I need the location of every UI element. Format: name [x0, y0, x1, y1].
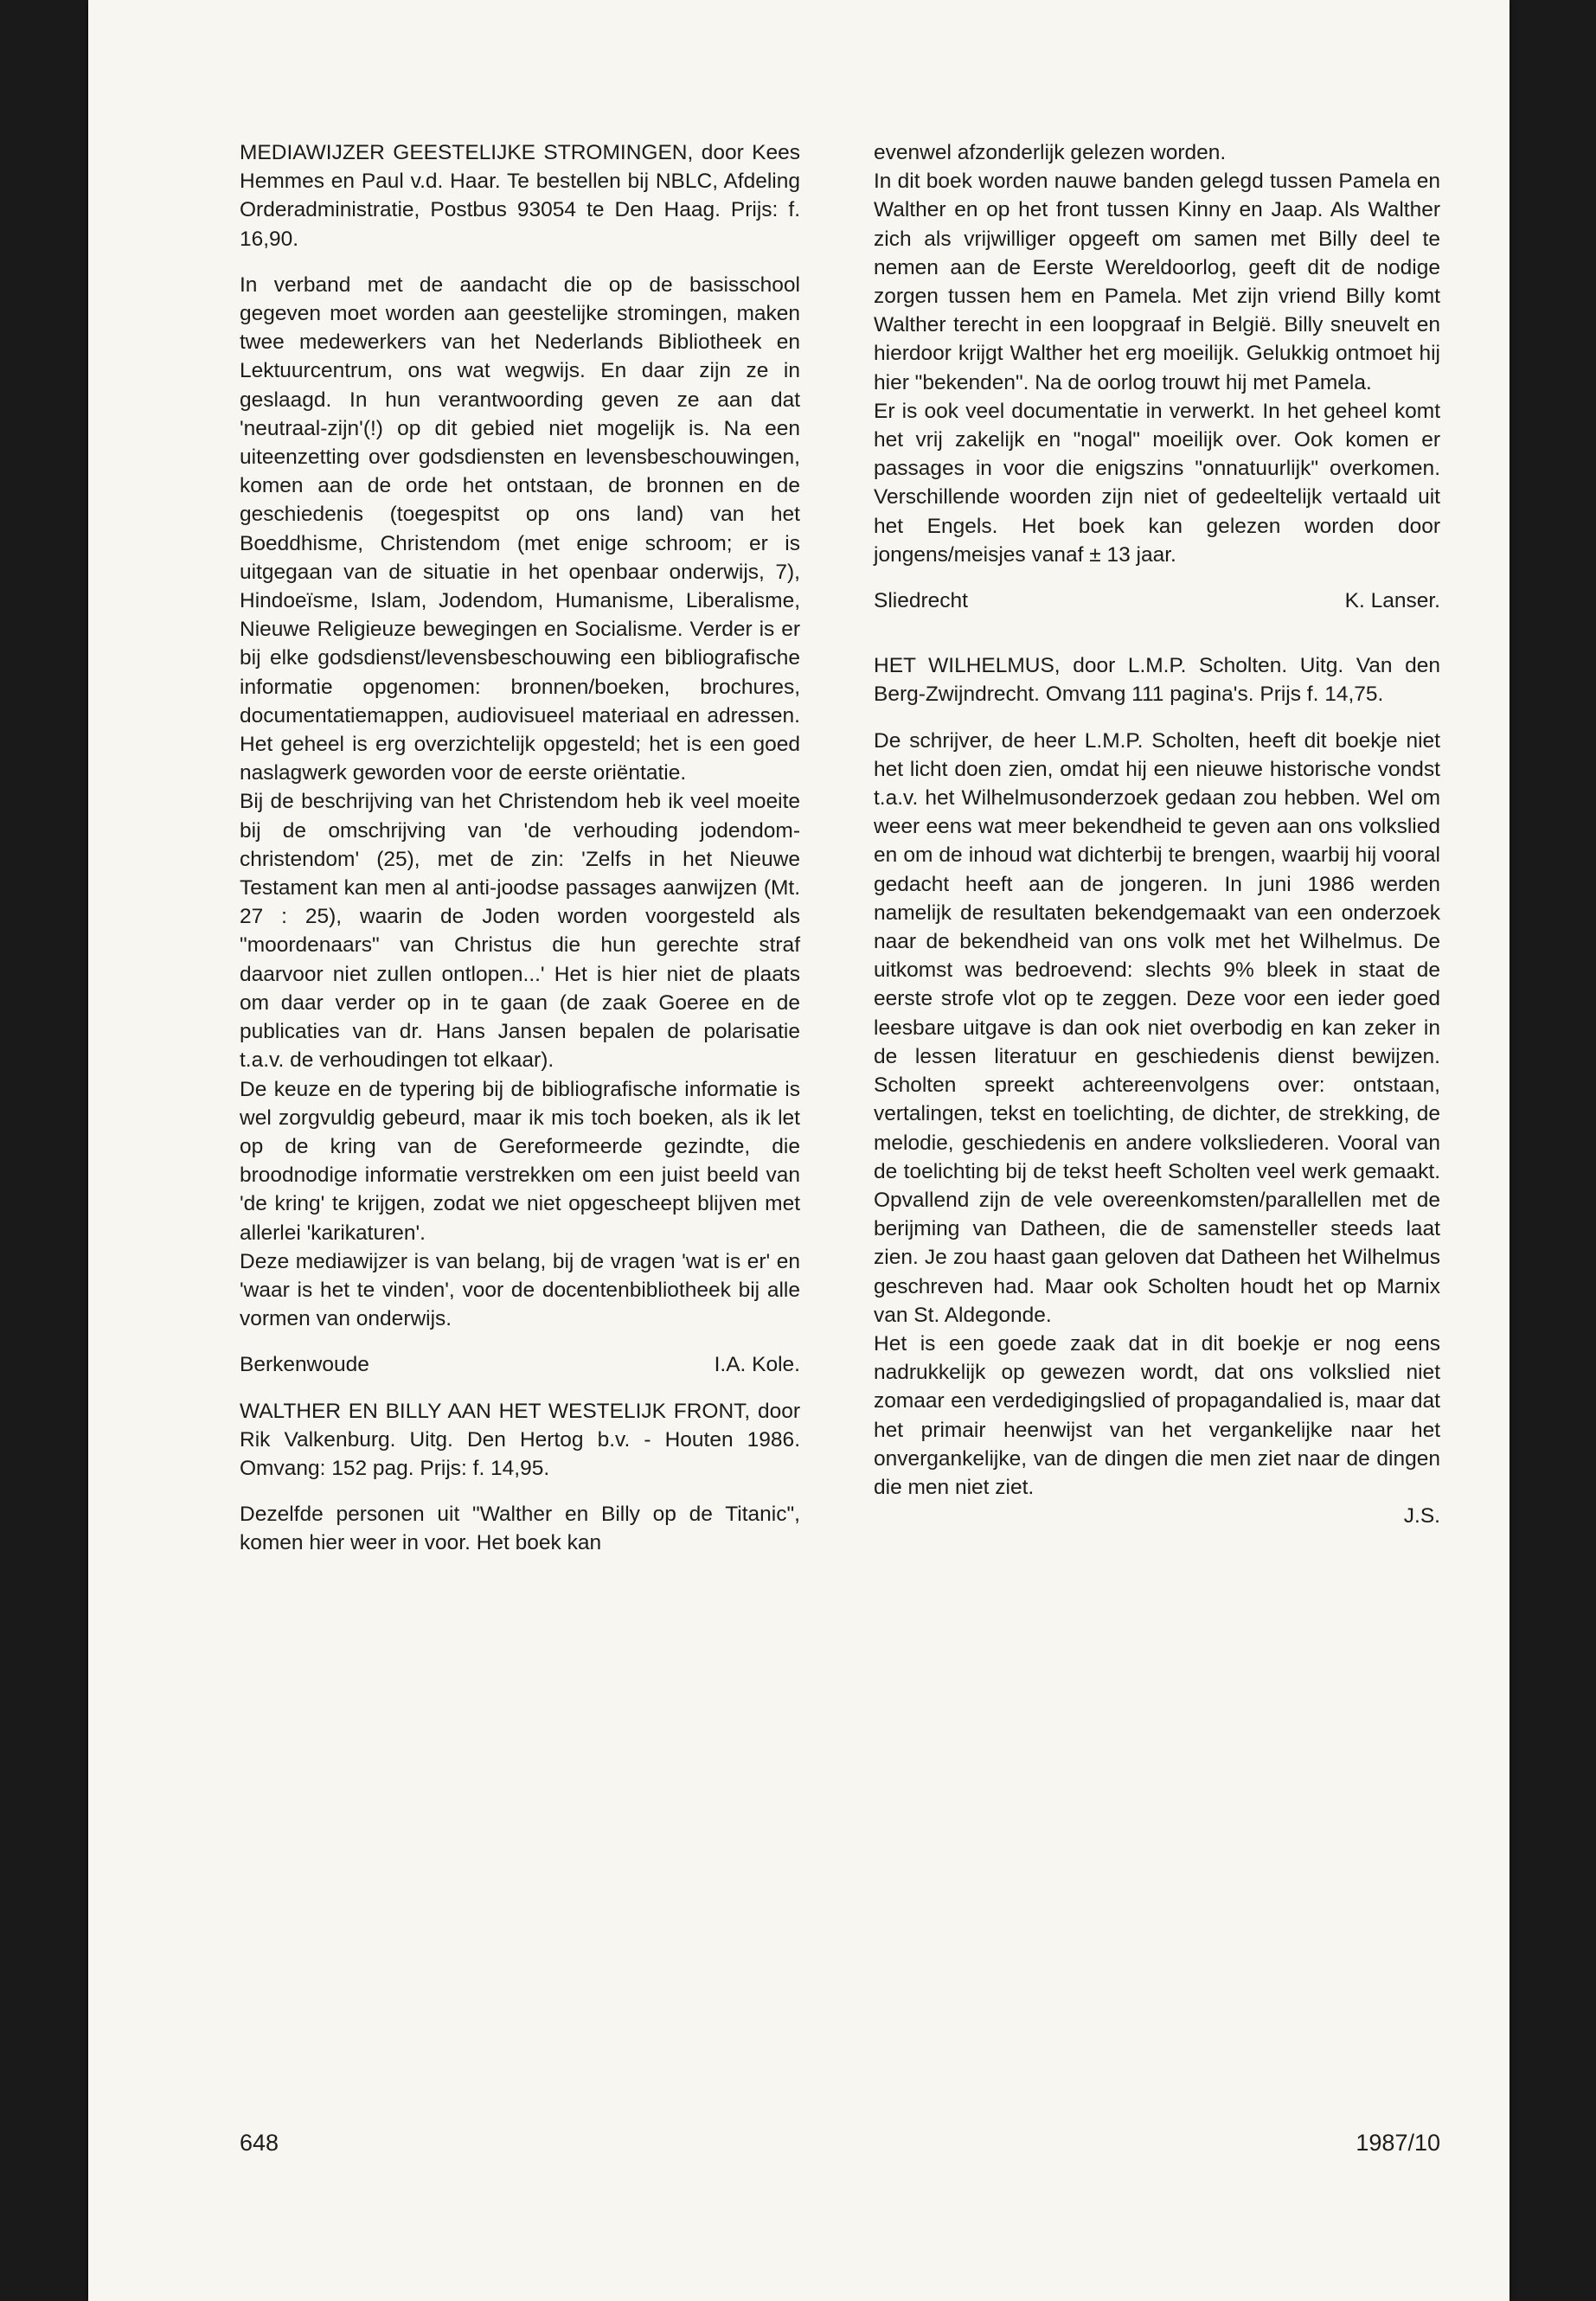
left-column: [240, 138, 800, 1558]
review-paragraph: De keuze en de typering bij de bibliografische informatie is wel zorgvuldig gebeurd, maar ik mis toch boeken, als ik let op de kring van de Gereformeerde gezindte, die broodnodige informatie verstrekken om een juist beeld van 'de kring' te krijgen, zodat we niet opgescheept blijven met allerlei 'karikaturen'.: [240, 1077, 800, 1245]
review-body: [874, 727, 1440, 1502]
reviewer-name: K. Lanser.: [1344, 589, 1440, 613]
review-paragraph: Deze mediawijzer is van belang, bij de vragen 'wat is er' en 'waar is het te vinden', voor de docentenbibliotheek bij alle vormen van onderwijs.: [240, 1249, 800, 1331]
magazine-page: [88, 0, 1509, 2301]
review-heading: HET WILHELMUS, door L.M.P. Scholten. Uitg. Van den Berg-Zwijndrecht. Omvang 111 pagina's. Prijs f. 14,75.: [874, 654, 1440, 707]
page-number: 648: [240, 2130, 279, 2156]
review-paragraph: evenwel afzonderlijk gelezen worden.: [874, 141, 1227, 164]
review-signature: [874, 586, 1440, 615]
review-walther-en-billy: [240, 1397, 800, 1558]
issue-number: 1987/10: [1356, 2130, 1440, 2156]
review-body: [240, 271, 800, 1334]
review-paragraph: In dit boek worden nauwe banden gelegd tussen Pamela en Walther en op het front tussen Kinny en Jaap. Als Walther zich als vrijwilliger opgeeft om samen met Billy deel te nemen aan de Eerste Wereldoorlog, geeft dit de nodige zorgen tussen hem en Pamela. Met zijn vriend Billy komt Walther terecht in een loopgraaf in België. Billy sneuvelt en hierdoor krijgt Walther het erg moeilijk. Gelukkig ontmoet hij hier "bekenden". Na de oorlog trouwt hij met Pamela.: [874, 170, 1440, 394]
reviewer-name: I.A. Kole.: [714, 1353, 800, 1377]
review-body: [874, 138, 1440, 569]
review-paragraph: Er is ook veel documentatie in verwerkt. In het geheel komt het vrij zakelijk en "nogal" moeilijk over. Ook komen er passages in voor die enigszins "onnatuurlijk" overkomen. Verschillende woorden zijn niet of gedeeltelijk vertaald uit het Engels. Het boek kan gelezen worden door jongens/meisjes vanaf ± 13 jaar.: [874, 399, 1440, 567]
review-paragraph: De schrijver, de heer L.M.P. Scholten, heeft dit boekje niet het licht doen zien, omdat hij een nieuwe historische vondst t.a.v. het Wilhelmusonderzoek gedaan zou hebben. Wel om weer eens wat meer bekendheid te geven aan ons volkslied en om de inhoud wat dichterbij te brengen, waarbij hij vooral gedacht heeft aan de jongeren. In juni 1986 werden namelijk de resultaten bekendgemaakt van een onderzoek naar de bekendheid van ons volk met het Wilhelmus. De uitkomst was bedroevend: slechts 9% bleek in staat de eerste strofe vlot op te zeggen. Deze voor een ieder goed leesbare uitgave is dan ook niet overbodig en kan zeker in de lessen literatuur en geschiedenis dienst bewijzen. Scholten spreekt achtereenvolgens over: ontstaan, vertalingen, tekst en toelichting, de dichter, de strekking, de melodie, geschiedenis en andere volksliederen. Vooral van de toelichting bij de tekst heeft Scholten veel werk gemaakt. Opvallend zijn de vele overeenkomsten/parallellen met de berijming van Datheen, die de samensteller steeds laat zien. Je zou haast gaan geloven dat Datheen het Wilhelmus geschreven had. Maar ook Scholten houdt het op Marnix van St. Aldegonde.: [874, 728, 1440, 1327]
right-column: [874, 138, 1440, 1530]
review-paragraph: Dezelfde personen uit "Walther en Billy op de Titanic", komen hier weer in voor. Het boek kan: [240, 1503, 800, 1555]
review-paragraph: In verband met de aandacht die op de basisschool gegeven moet worden aan geestelijke stromingen, maken twee medewerkers van het Nederlands Bibliotheek en Lektuurcentrum, ons wat wegwijs. En daar zijn ze in geslaagd. In hun verantwoording geven ze aan dat 'neutraal-zijn'(!) op dit gebied niet mogelijk is. Na een uiteenzetting over godsdiensten en levensbeschouwingen, komen aan de orde het ontstaan, de bronnen en de geschiedenis (toegespitst op ons land) van het Boeddhisme, Christendom (met enige schroom; er is uitgegaan van de situatie in het openbaar onderwijs, 7), Hindoeïsme, Islam, Jodendom, Humanisme, Liberalisme, Nieuwe Religieuze bewegingen en Socialisme. Verder is er bij elke godsdienst/levensbeschouwing een bibliografische informatie opgenomen: bronnen/boeken, brochures, documentatiemappen, audiovisueel materiaal en adressen. Het geheel is erg overzichtelijk opgesteld; het is een goed naslagwerk geworden voor de eerste oriëntatie.: [240, 272, 800, 785]
review-het-wilhelmus: [874, 651, 1440, 1530]
reviewer-place: Sliedrecht: [874, 589, 968, 613]
review-mediawijzer: [240, 138, 800, 1380]
review-paragraph: Het is een goede zaak dat in dit boekje er nog eens nadrukkelijk op gewezen wordt, dat ons volkslied niet zomaar een verdedigingslied of propagandalied is, maar dat het primair heenwijst van het vergankelijke naar het onvergankelijke, van de dingen die men ziet naar de dingen die men niet ziet.: [874, 1331, 1440, 1499]
review-body: [240, 1500, 800, 1557]
review-signature: [874, 1502, 1440, 1530]
review-heading: MEDIAWIJZER GEESTELIJKE STROMINGEN, door Kees Hemmes en Paul v.d. Haar. Te bestellen bij NBLC, Afdeling Orderadministratie, Postbus 93054 te Den Haag. Prijs: f. 16,90.: [240, 141, 800, 251]
review-heading: WALTHER EN BILLY AAN HET WESTELIJK FRONT, door Rik Valkenburg. Uitg. Den Hertog b.v. - Houten 1986. Omvang: 152 pag. Prijs: f. 14,95.: [240, 1399, 800, 1480]
reviewer-place: Berkenwoude: [240, 1353, 369, 1377]
reviewer-name: J.S.: [1403, 1504, 1440, 1529]
review-walther-en-billy-continued: [874, 138, 1440, 615]
review-signature: [240, 1350, 800, 1379]
review-paragraph: Bij de beschrijving van het Christendom heb ik veel moeite bij de omschrijving van 'de verhouding jodendom-christendom' (25), met de zin: 'Zelfs in het Nieuwe Testament kan men al anti-joodse passages aanwijzen (Mt. 27 : 25), waarin de Joden worden voorgesteld als "moordenaars" van Christus die hun gerechte straf daarvoor niet zullen ontlopen...' Het is hier niet de plaats om daar verder op in te gaan (de zaak Goeree en de publicaties van dr. Hans Jansen bepalen de polarisatie t.a.v. de verhoudingen tot elkaar).: [240, 790, 800, 1073]
